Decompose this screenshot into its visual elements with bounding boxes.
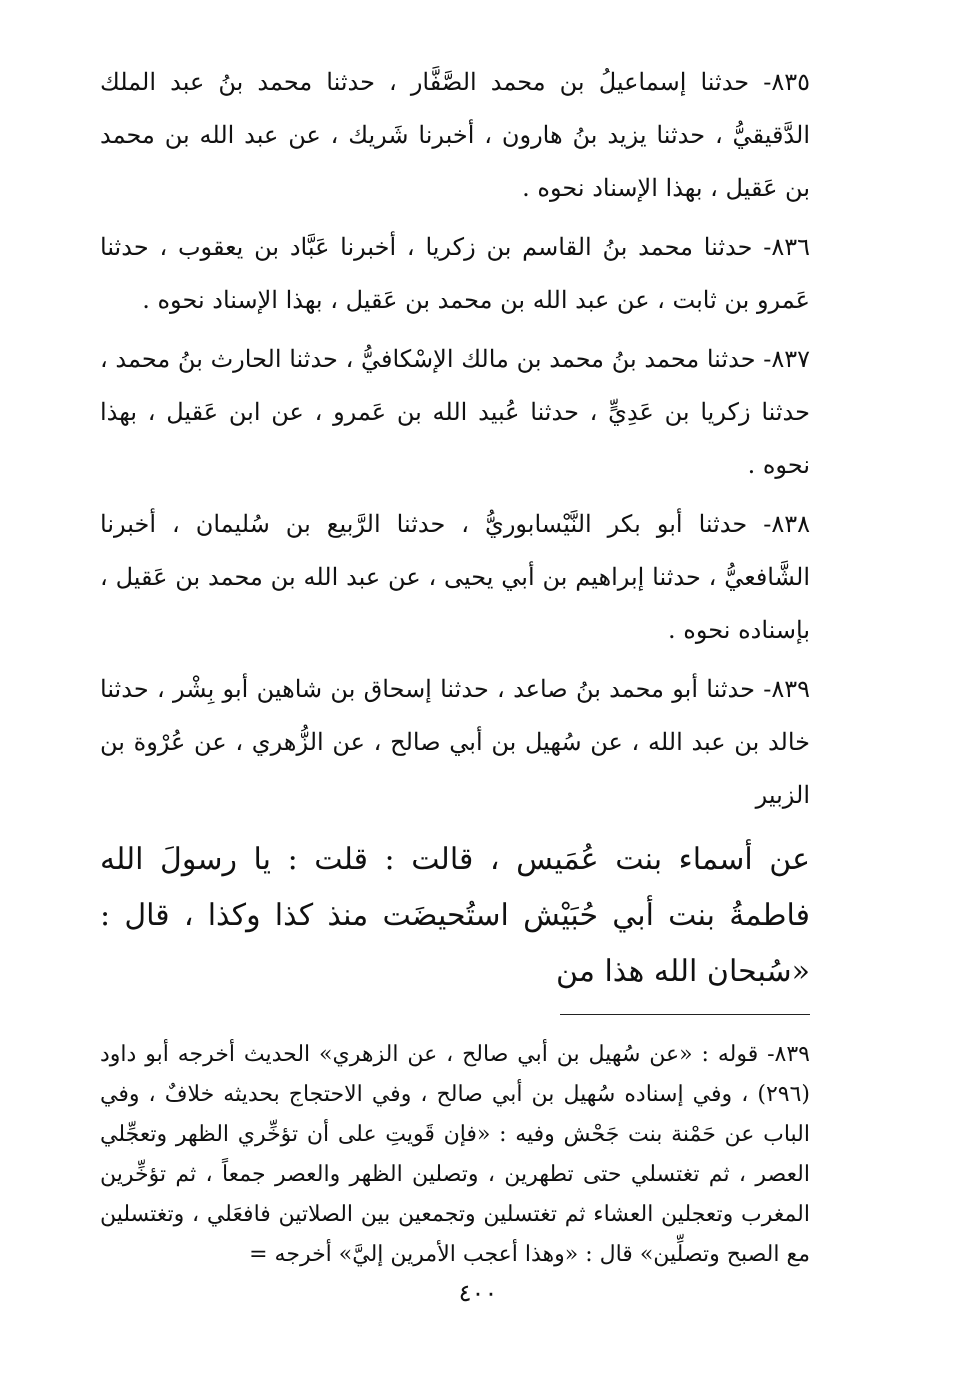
hadith-838: ٨٣٨- حدثنا أبو بكر النَّيْسابوريُّ ، حدثنا الرَّبيع بن سُليمان ، أخبرنا الشَّافعيُّ ، حدثنا إبراهيم بن أبي يحيى ، عن عبد الله بن محمد بن عَقيل ، بإسناده نحوه .: [100, 510, 810, 644]
hadith-835: ٨٣٥- حدثنا إسماعيلُ بن محمد الصَّفَّار ، حدثنا محمد بنُ عبد الملك الدَّقيقيُّ ، حدثنا يزيد بنُ هارون ، أخبرنا شَريك ، عن عبد الله بن محمد بن عَقيل ، بهذا الإسناد نحوه .: [100, 68, 810, 202]
hadith-837: ٨٣٧- حدثنا محمد بنُ محمد بن مالك الإسْكافيُّ ، حدثنا الحارث بنُ محمد ، حدثنا زكريا بن عَدِيٍّ ، حدثنا عُبيد الله بن عَمرو ، عن ابن عَقيل ، بهذا نحوه .: [100, 345, 810, 479]
page-content: [100, 56, 810, 1275]
hadith-839: ٨٣٩- حدثنا أبو محمد بنُ صاعد ، حدثنا إسحاق بن شاهين أبو بِشْر ، حدثنا خالد بن عبد الله ، عن سُهيل بن أبي صالح ، عن الزُّهري ، عن عُرْوة بن الزبير: [100, 675, 810, 809]
footnote-839: ٨٣٩- قوله : «عن سُهيل بن أبي صالح ، عن الزهري» الحديث أخرجه أبو داود (٢٩٦) ، وفي إسناده سُهيل بن أبي صالح ، وفي الاحتجاج بحديثه خلافٌ ، وفي الباب عن حَمْنة بنت جَحْش وفيه : «فإن قَويتِ على أن تؤخِّري الظهر وتعجِّلي العصر ، ثم تغتسلي حتى تطهرين ، وتصلين الظهر والعصر جمعاً ، ثم تؤخِّرين المغرب وتعجلين العشاء ثم تغتسلين وتجمعين بين الصلاتين فافعَلي ، وتغتسلين مع الصبح وتصلِّين» قال : «وهذا أعجب الأمرين إليَّ» أخرجه =: [100, 1042, 810, 1267]
hadith-839-matn: عن أسماء بنت عُمَيس ، قالت : قلت : يا رسولَ الله فاطمةُ بنت أبي حُبَيْش استُحيضَت منذ كذا وكذا ، قال : «سُبحان الله هذا من: [100, 842, 810, 989]
page-number: ٤٠٠: [458, 1279, 498, 1307]
hadith-836: ٨٣٦- حدثنا محمد بنُ القاسم بن زكريا ، أخبرنا عَبَّاد بن يعقوب ، حدثنا عَمرو بن ثابت ، عن عبد الله بن محمد بن عَقيل ، بهذا الإسناد نحوه .: [100, 233, 810, 314]
footnote-divider: [560, 1014, 810, 1015]
